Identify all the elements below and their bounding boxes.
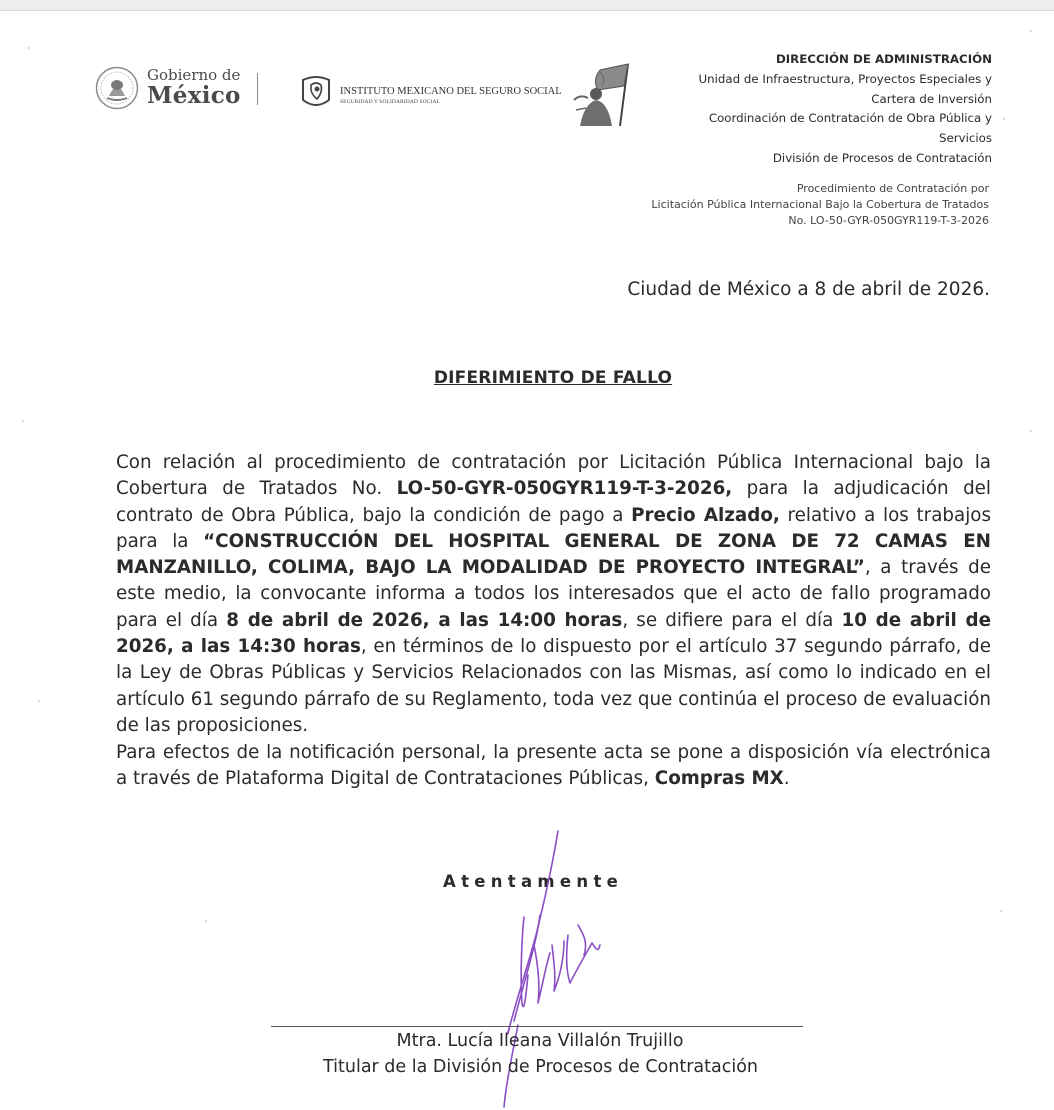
gobierno-line2: México [147, 82, 241, 109]
direccion-title: DIRECCIÓN DE ADMINISTRACIÓN [775, 52, 992, 66]
scan-speck [22, 420, 24, 422]
header-line: Cartera de Inversión [871, 91, 992, 106]
p1-original-date: 8 de abril de 2026, a las 14:00 horas [226, 609, 623, 631]
p1-text: para la adjudicación del contrato de Obra Pública, bajo la condición de pago a [116, 478, 991, 526]
p1-text: , a través de este medio, la convocante informa a todos los interesados que el acto de fallo programado para el día [116, 557, 992, 631]
p1-precio-alzado: Precio Alzado, [631, 504, 780, 526]
p2-text: . [783, 768, 790, 790]
gobierno-de-mexico-logo [95, 66, 255, 110]
header-line: Coordinación de Contratación de Obra Pública y [708, 111, 992, 126]
signer-name: Mtra. Lucía Ileana Villalón Trujillo [396, 1031, 684, 1051]
imss-name: INSTITUTO MEXICANO DEL SEGURO SOCIAL [340, 86, 562, 97]
header-line: Unidad de Infraestructura, Proyectos Especiales y [698, 71, 992, 86]
p2-text: Para efectos de la notificación personal, la presente acta se pone a disposición vía electrónica a través de Plataforma Digital de Contrataciones Públicas, [116, 742, 991, 790]
notification-paragraph [116, 740, 991, 793]
signer-title: Titular de la División de Procesos de Contratación [323, 1057, 758, 1077]
top-strip [0, 0, 1054, 11]
document-title: DIFERIMIENTO DE FALLO [433, 368, 673, 388]
header-line: Servicios [939, 131, 992, 146]
scan-speck [1000, 910, 1002, 912]
procedimiento-line: Licitación Pública Internacional Bajo la Cobertura de Tratados [651, 198, 989, 211]
header-line: División de Procesos de Contratación [772, 150, 992, 165]
procedimiento-line: No. LO-50-GYR-050GYR119-T-3-2026 [788, 214, 989, 227]
procedimiento-block [559, 181, 989, 229]
scan-speck [205, 920, 207, 922]
procedimiento-line: Procedimiento de Contratación por [796, 182, 989, 195]
gobierno-line1: Gobierno de [147, 66, 241, 84]
header-admin-block [592, 50, 992, 169]
scan-speck [28, 47, 30, 49]
p1-licitacion-number: LO-50-GYR-050GYR119-T-3-2026, [396, 478, 733, 500]
national-seal-icon [95, 66, 139, 110]
p1-text: , en términos de lo dispuesto por el artículo 37 segundo párrafo, de la Ley de Obras Públicas y Servicios Relacionados con las Mismas, así como lo indicado en el artículo 61 segundo párrafo de su Reglamento, toda vez que continúa el proceso de evaluación de las proposiciones. [116, 636, 991, 736]
p1-text: Con relación al procedimiento de contratación por Licitación Pública Internacional bajo la Cobertura de Tratados No. [116, 452, 991, 500]
p1-text: , se difiere para el día [622, 609, 842, 631]
scan-speck [1030, 430, 1032, 432]
imss-emblem-icon [300, 75, 332, 109]
document-date: Ciudad de México a 8 de abril de 2026. [627, 279, 990, 300]
p1-text: relativo a los trabajos para la [116, 504, 991, 552]
p1-new-date: 10 de abril de 2026, a las 14:30 horas [116, 609, 992, 658]
logo-divider [257, 73, 258, 105]
imss-logo [300, 75, 562, 111]
scan-speck [38, 700, 40, 702]
scan-speck [1003, 118, 1005, 120]
closing-atentamente: Atentamente [443, 872, 624, 891]
p1-project-name: “CONSTRUCCIÓN DEL HOSPITAL GENERAL DE ZONA DE 72 CAMAS EN MANZANILLO, COLIMA, BAJO LA MODALIDAD DE PROYECTO INTEGRAL” [116, 530, 991, 579]
main-paragraph [116, 450, 991, 739]
p2-compras-mx: Compras MX [654, 768, 784, 790]
imss-subtitle: SEGURIDAD Y SOLIDARIDAD SOCIAL [340, 99, 440, 105]
signature-line [271, 1026, 803, 1027]
scan-speck [1030, 30, 1032, 32]
